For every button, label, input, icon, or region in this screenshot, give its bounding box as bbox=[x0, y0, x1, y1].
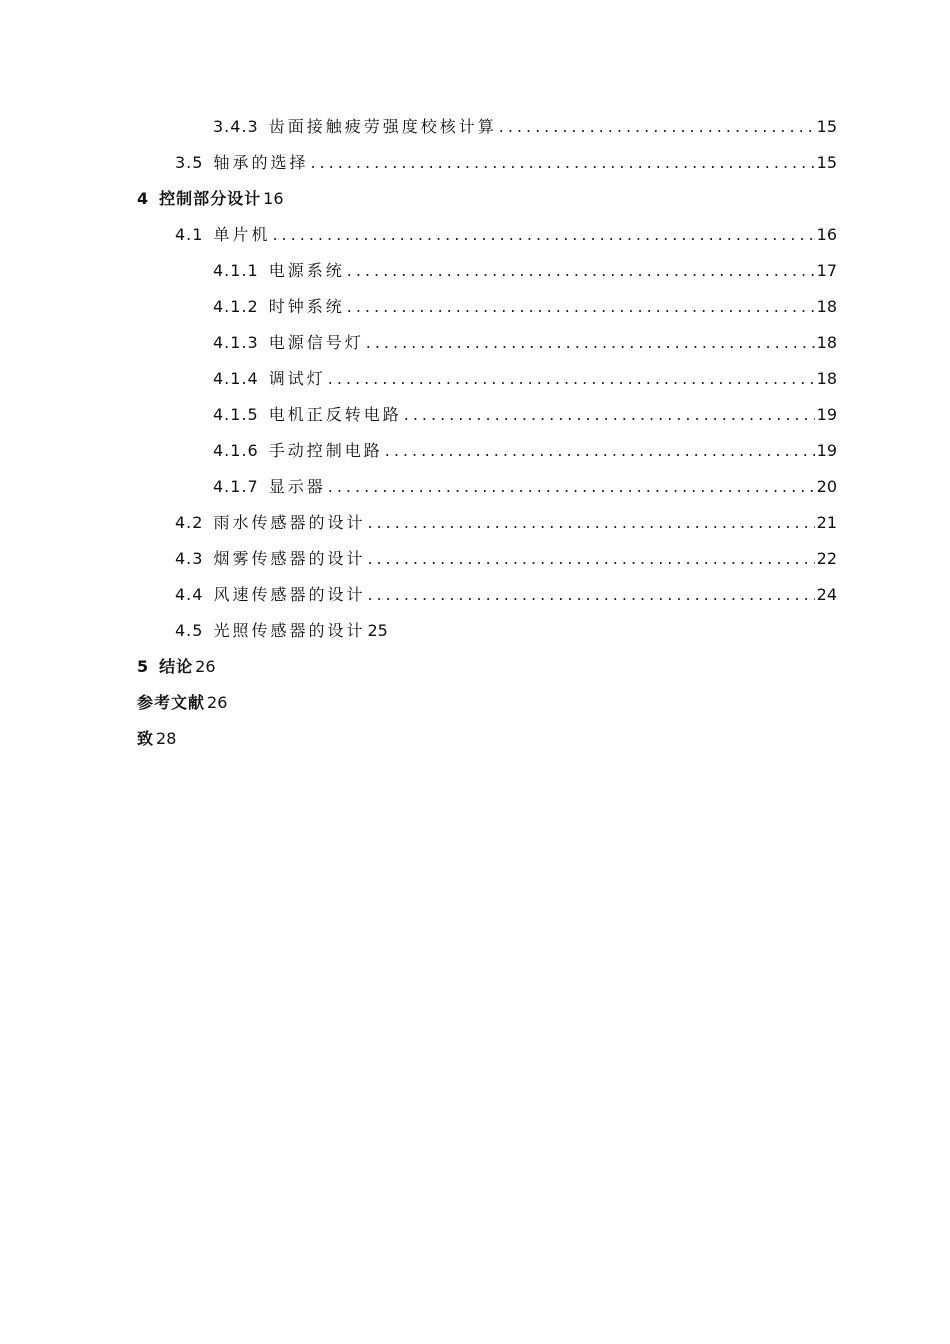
toc-page-number: 15 bbox=[816, 153, 837, 172]
toc-entry-4-2[interactable] bbox=[175, 510, 837, 536]
toc-number: 5 bbox=[137, 657, 150, 676]
toc-page-number: 25 bbox=[367, 621, 388, 640]
toc-page-number: 22 bbox=[816, 549, 837, 568]
toc-page-number: 19 bbox=[816, 441, 837, 460]
toc-title: 轴承的选择 bbox=[213, 153, 309, 172]
toc-page-number: 18 bbox=[816, 297, 837, 316]
toc-leader-dots bbox=[347, 294, 815, 320]
toc-title: 电源系统 bbox=[268, 261, 345, 280]
toc-number: 4.1.7 bbox=[213, 477, 259, 496]
toc-entry-4-1[interactable] bbox=[175, 222, 837, 248]
toc-page-number: 17 bbox=[816, 261, 837, 280]
toc-title: 参考文献 bbox=[137, 693, 206, 712]
toc-page-number: 16 bbox=[816, 225, 837, 244]
toc-number: 4.2 bbox=[175, 513, 204, 532]
toc-number: 4 bbox=[137, 189, 150, 208]
toc-number: 4.1.4 bbox=[213, 369, 259, 388]
toc-leader-dots bbox=[404, 402, 815, 428]
toc-entry-references[interactable] bbox=[137, 690, 837, 716]
toc-leader-dots bbox=[367, 510, 814, 536]
toc-title: 手动控制电路 bbox=[268, 441, 383, 460]
toc-number: 4.1.6 bbox=[213, 441, 259, 460]
toc-leader-dots bbox=[367, 582, 814, 608]
toc-entry-3-5[interactable] bbox=[175, 150, 837, 176]
toc-leader-dots bbox=[328, 366, 815, 392]
toc-title: 电源信号灯 bbox=[268, 333, 364, 352]
toc-page-number: 16 bbox=[263, 189, 284, 208]
toc-entry-4-1-6[interactable] bbox=[213, 438, 837, 464]
toc-entry-4-4[interactable] bbox=[175, 582, 837, 608]
toc-leader-dots bbox=[385, 438, 815, 464]
toc-title: 致 bbox=[137, 729, 155, 748]
toc-title: 单片机 bbox=[213, 225, 271, 244]
toc-leader-dots bbox=[367, 546, 814, 572]
toc-entry-3-4-3[interactable] bbox=[213, 114, 837, 140]
toc-page-number: 26 bbox=[207, 693, 228, 712]
toc-title: 结论 bbox=[159, 657, 194, 676]
toc-entry-5[interactable] bbox=[137, 654, 837, 680]
toc-entry-4-1-5[interactable] bbox=[213, 402, 837, 428]
toc-number: 3.5 bbox=[175, 153, 204, 172]
toc-entry-4-5[interactable] bbox=[175, 618, 837, 644]
toc-page-number: 19 bbox=[816, 405, 837, 424]
toc-title: 风速传感器的设计 bbox=[213, 585, 366, 604]
toc-leader-dots bbox=[272, 222, 814, 248]
toc-title: 光照传感器的设计 bbox=[213, 621, 366, 640]
toc-number: 3.4.3 bbox=[213, 117, 259, 136]
toc-title: 电机正反转电路 bbox=[268, 405, 402, 424]
toc-page-number: 21 bbox=[816, 513, 837, 532]
toc-page-number: 26 bbox=[195, 657, 216, 676]
toc-leader-dots bbox=[347, 258, 815, 284]
toc-number: 4.1.2 bbox=[213, 297, 259, 316]
toc-title: 控制部分设计 bbox=[159, 189, 262, 208]
toc-page-number: 20 bbox=[816, 477, 837, 496]
toc-entry-4-1-3[interactable] bbox=[213, 330, 837, 356]
toc-leader-dots bbox=[499, 114, 815, 140]
toc-number: 4.1.3 bbox=[213, 333, 259, 352]
toc-leader-dots bbox=[310, 150, 814, 176]
toc-number: 4.4 bbox=[175, 585, 204, 604]
toc-page-number: 18 bbox=[816, 333, 837, 352]
toc-page-number: 18 bbox=[816, 369, 837, 388]
toc-number: 4.5 bbox=[175, 621, 204, 640]
toc-entry-4-1-4[interactable] bbox=[213, 366, 837, 392]
toc-page-number: 15 bbox=[816, 117, 837, 136]
toc-title: 调试灯 bbox=[268, 369, 326, 388]
toc-number: 4.1 bbox=[175, 225, 204, 244]
toc-page-number: 24 bbox=[816, 585, 837, 604]
toc-title: 齿面接触疲劳强度校核计算 bbox=[268, 117, 497, 136]
toc-entry-4-1-1[interactable] bbox=[213, 258, 837, 284]
toc-entry-acknowledgement[interactable] bbox=[137, 726, 837, 752]
toc-leader-dots bbox=[328, 474, 815, 500]
toc-leader-dots bbox=[366, 330, 815, 356]
toc-entry-4[interactable] bbox=[137, 186, 837, 212]
toc-title: 显示器 bbox=[268, 477, 326, 496]
toc-number: 4.1.5 bbox=[213, 405, 259, 424]
toc-entry-4-1-7[interactable] bbox=[213, 474, 837, 500]
toc-title: 时钟系统 bbox=[268, 297, 345, 316]
toc-title: 雨水传感器的设计 bbox=[213, 513, 366, 532]
toc-title: 烟雾传感器的设计 bbox=[213, 549, 366, 568]
toc-entry-4-3[interactable] bbox=[175, 546, 837, 572]
toc-page-number: 28 bbox=[156, 729, 177, 748]
toc-number: 4.1.1 bbox=[213, 261, 259, 280]
toc-number: 4.3 bbox=[175, 549, 204, 568]
toc-entry-4-1-2[interactable] bbox=[213, 294, 837, 320]
